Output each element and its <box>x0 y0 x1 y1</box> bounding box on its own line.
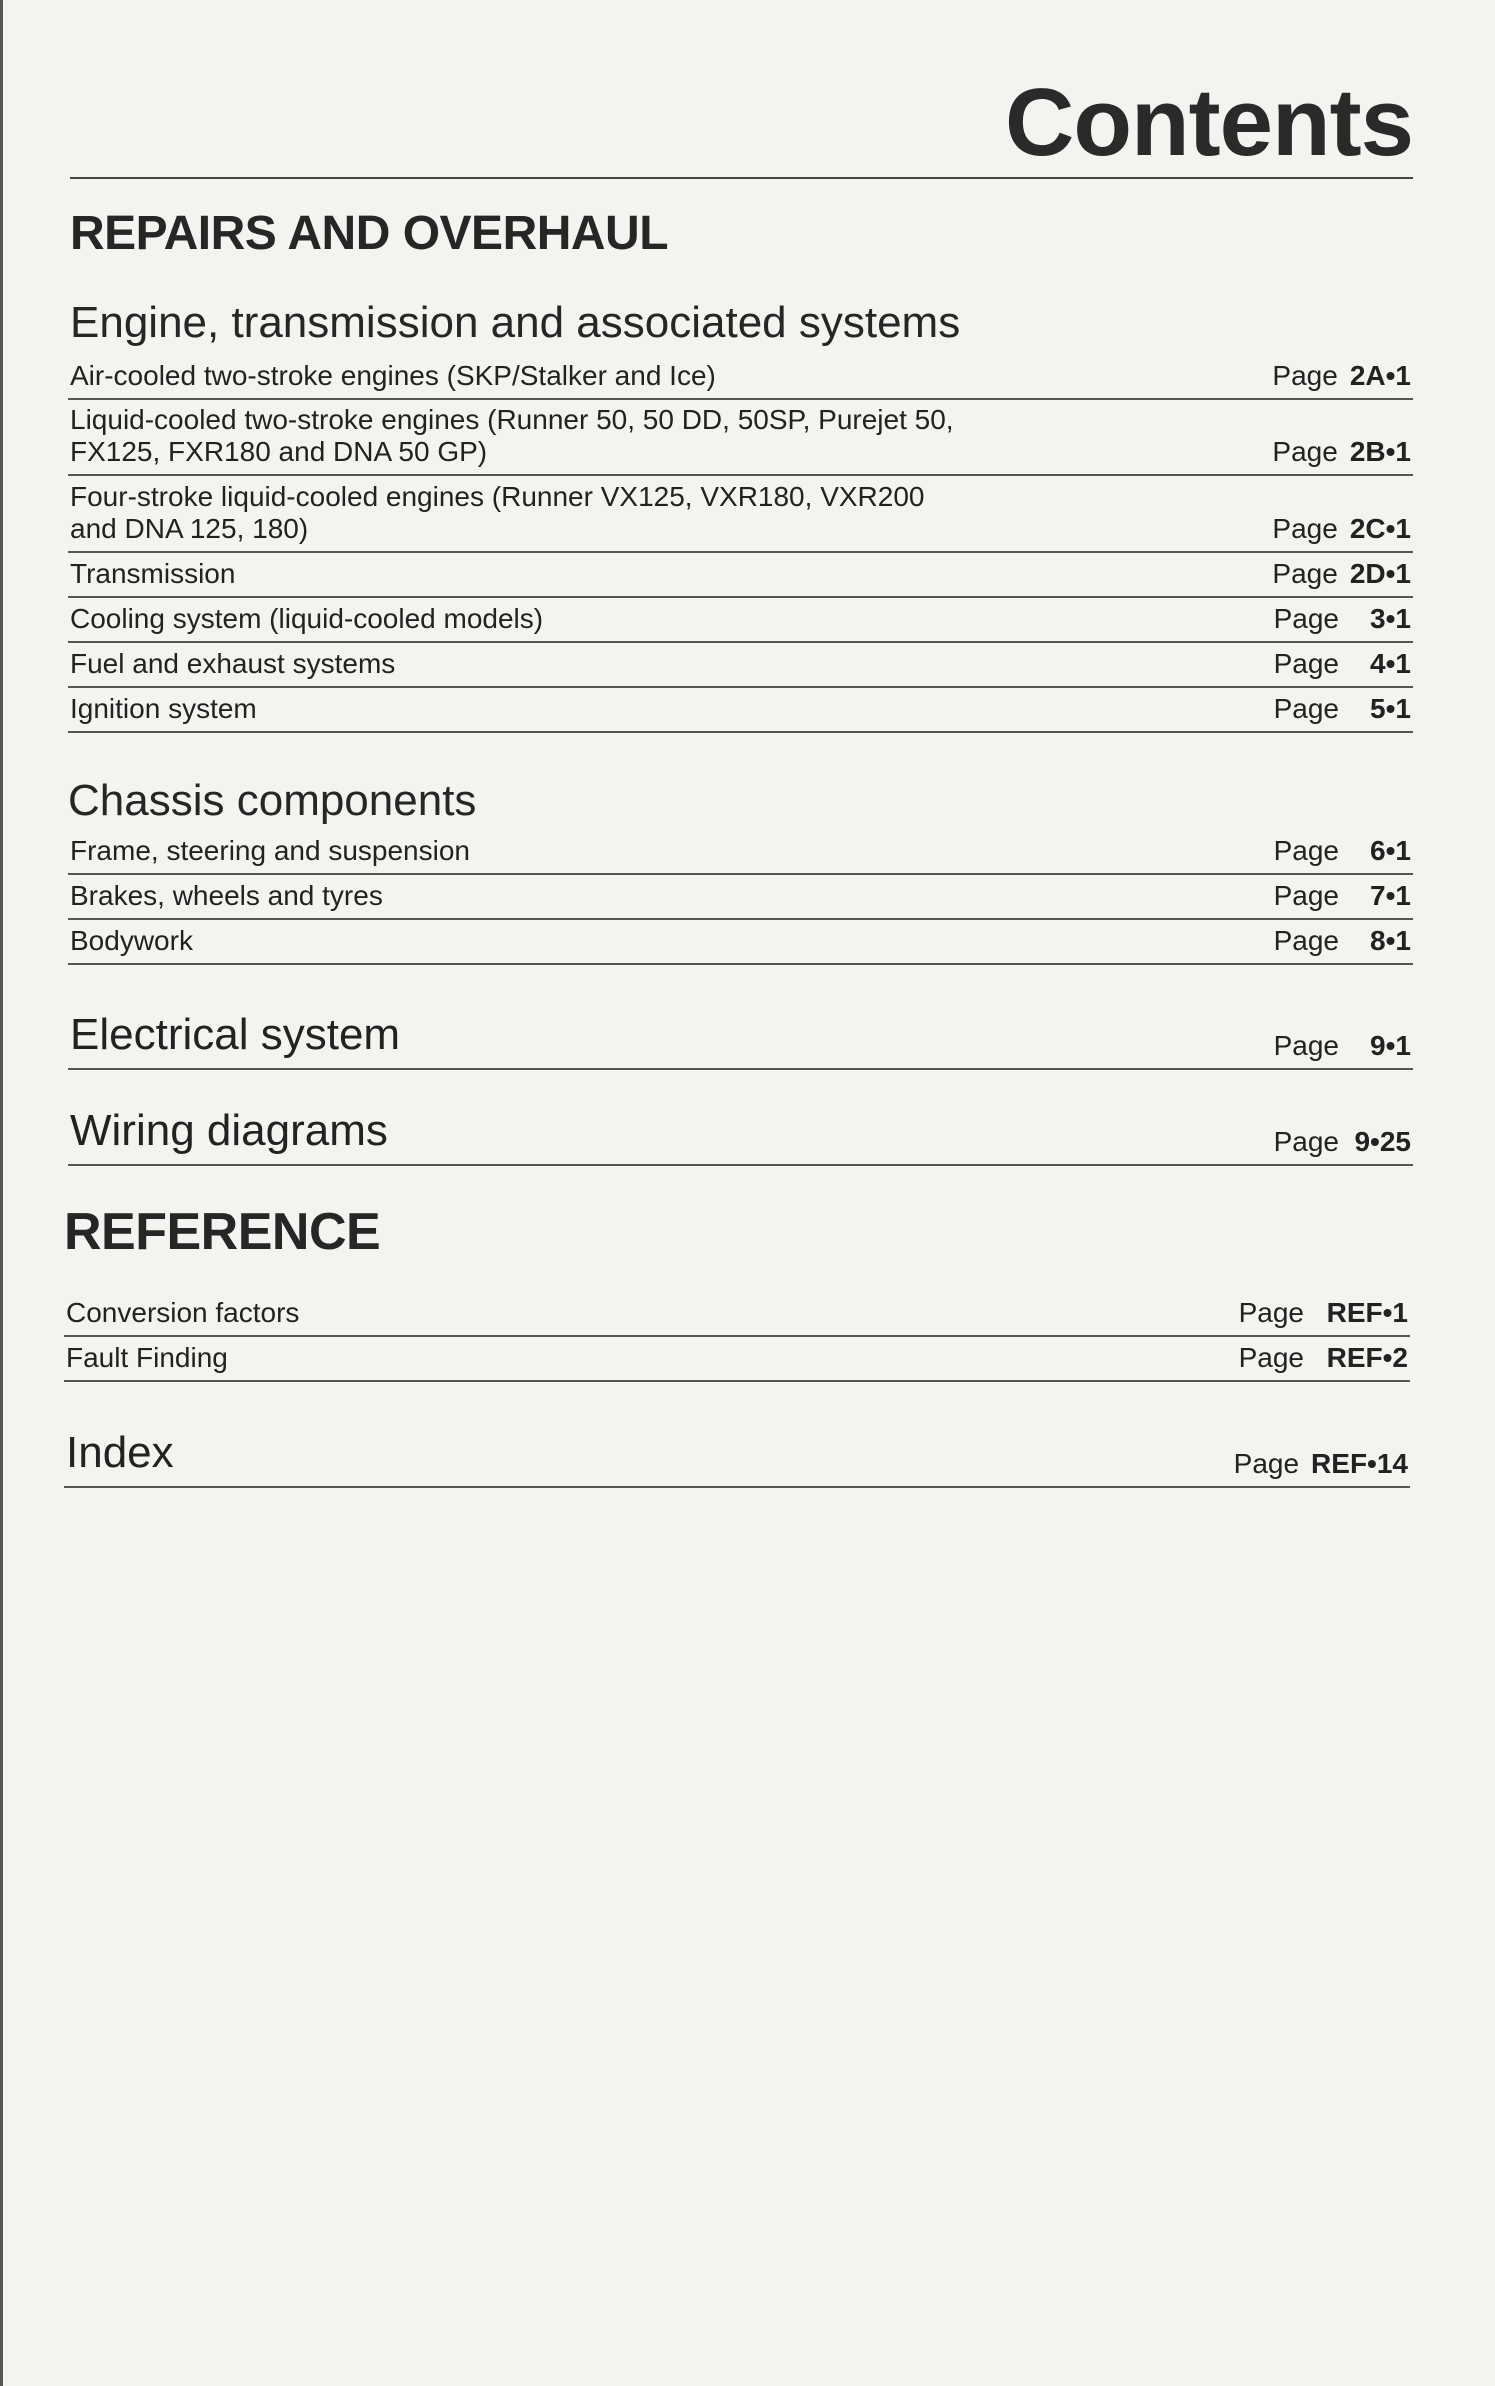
toc-row[interactable] <box>68 688 1413 733</box>
toc-row[interactable] <box>68 830 1413 875</box>
toc-row[interactable] <box>68 598 1413 643</box>
toc-entry-label: Four-stroke liquid-cooled engines (Runner VX125, VXR180, VXR200 and DNA 125, 180) <box>70 481 925 544</box>
group-title-wiring: Wiring diagrams <box>70 1106 388 1155</box>
toc-row[interactable] <box>64 1337 1410 1382</box>
group-title-engine: Engine, transmission and associated systems <box>70 298 961 347</box>
toc-row[interactable] <box>68 643 1413 688</box>
toc-row[interactable] <box>64 1418 1410 1488</box>
toc-entry-label: Transmission <box>70 558 236 589</box>
section-heading-reference: REFERENCE <box>64 1203 381 1261</box>
toc-page-ref: Page 2B•1 <box>1272 436 1411 467</box>
toc-row[interactable] <box>68 875 1413 920</box>
toc-page-ref: Page 2A•1 <box>1272 360 1411 391</box>
page-edge <box>0 0 3 2386</box>
group-title-index: Index <box>66 1428 174 1477</box>
toc-page-ref: Page 9•1 <box>1273 1030 1411 1061</box>
group-title-chassis: Chassis components <box>68 776 477 825</box>
toc-page-ref: Page 8•1 <box>1273 925 1411 956</box>
toc-page-ref: Page 5•1 <box>1273 693 1411 724</box>
toc-entry-label: Ignition system <box>70 693 257 724</box>
toc-row[interactable] <box>68 920 1413 965</box>
toc-row[interactable] <box>68 400 1413 476</box>
toc-entry-label: Cooling system (liquid-cooled models) <box>70 603 544 634</box>
section-heading-repairs: REPAIRS AND OVERHAUL <box>70 207 669 260</box>
toc-row[interactable] <box>64 1292 1410 1337</box>
toc-page-ref: Page 4•1 <box>1273 648 1411 679</box>
toc-page-ref: Page REF•2 <box>1238 1342 1408 1373</box>
toc-entry-label: Frame, steering and suspension <box>70 835 470 866</box>
toc-page-ref: Page 6•1 <box>1273 835 1411 866</box>
toc-row[interactable] <box>68 553 1413 598</box>
toc-row[interactable] <box>68 356 1413 400</box>
group-title-electrical: Electrical system <box>70 1010 401 1059</box>
toc-page-ref: Page REF•1 <box>1238 1297 1408 1328</box>
toc-page-ref: Page REF•14 <box>1233 1448 1408 1479</box>
toc-page-ref: Page 2C•1 <box>1272 513 1411 544</box>
toc-page-ref: Page 7•1 <box>1273 880 1411 911</box>
toc-entry-label: Fuel and exhaust systems <box>70 648 396 679</box>
toc-entry-label: Conversion factors <box>66 1297 300 1328</box>
toc-entry-label: Bodywork <box>70 925 193 956</box>
toc-row[interactable] <box>68 476 1413 553</box>
toc-entry-label: Air-cooled two-stroke engines (SKP/Stalker and Ice) <box>70 360 716 391</box>
page-title: Contents <box>1005 69 1413 176</box>
toc-row[interactable] <box>68 1096 1413 1166</box>
toc-entry-label: Fault Finding <box>66 1342 228 1373</box>
toc-page-ref: Page 2D•1 <box>1272 558 1411 589</box>
toc-entry-label: Brakes, wheels and tyres <box>70 880 383 911</box>
toc-row[interactable] <box>68 1002 1413 1070</box>
toc-page-ref: Page 3•1 <box>1273 603 1411 634</box>
toc-page-ref: Page 9•25 <box>1273 1126 1411 1157</box>
toc-entry-label: Liquid-cooled two-stroke engines (Runner 50, 50 DD, 50SP, Purejet 50, FX125, FXR180 and DNA 50 GP) <box>70 404 954 467</box>
title-rule <box>70 177 1413 179</box>
